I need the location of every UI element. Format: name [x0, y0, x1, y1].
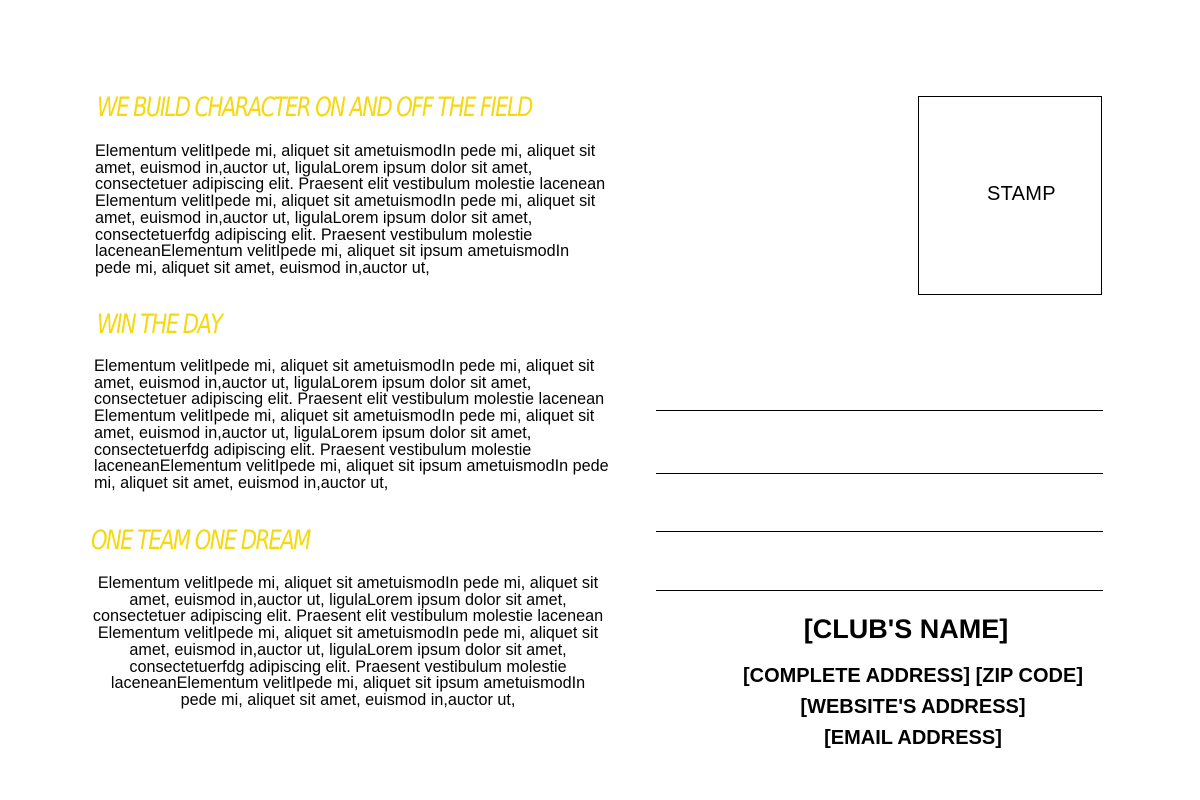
club-email: [EMAIL ADDRESS] — [824, 727, 1002, 749]
club-website: [WEBSITE'S ADDRESS] — [800, 696, 1026, 718]
stamp-label: STAMP — [987, 183, 1056, 205]
section-body-one-team: Elementum velitIpede mi, aliquet sit ametuismodIn pede mi, aliquet sit amet, euismod in,auctor ut, ligulaLorem ipsum dolor sit amet, consectetuer adipiscing elit. Praesent elit vestibulum molestie lacenean Elementum velitIpede mi, aliquet sit ametuismodIn pede mi, aliquet sit amet, euismod in,auctor ut, ligulaLorem ipsum dolor sit amet, consectetuerfdg adipiscing elit. Praesent vestibulum molestie laceneanElementum velitIpede mi, aliquet sit ipsum ametuismodIn pede mi, aliquet sit amet, euismod in,auctor ut, — [92, 574, 604, 709]
club-name: [CLUB'S NAME] — [803, 614, 1009, 644]
section-body-win-the-day: Elementum velitIpede mi, aliquet sit ametuismodIn pede mi, aliquet sit amet, euismod in,auctor ut, ligulaLorem ipsum dolor sit amet, consectetuer adipiscing elit. Praesent elit vestibulum molestie lacenean Elementum velitIpede mi, aliquet sit ametuismodIn pede mi, aliquet sit amet, euismod in,auctor ut, ligulaLorem ipsum dolor sit amet, consectetuerfdg adipiscing elit. Praesent vestibulum molestie laceneanElementum velitIpede mi, aliquet sit ipsum ametuismodIn pede mi, aliquet sit amet, euismod in,auctor ut, — [94, 357, 609, 492]
section-heading-character: WE BUILD CHARACTER ON AND OFF THE FIELD — [97, 92, 532, 123]
section-heading-one-team: ONE TEAM ONE DREAM — [91, 525, 310, 556]
section-body-character: Elementum velitIpede mi, aliquet sit ametuismodIn pede mi, aliquet sit amet, euismod in,auctor ut, ligulaLorem ipsum dolor sit amet, consectetuer adipiscing elit. Praesent elit vestibulum molestie lacenean Elementum velitIpede mi, aliquet sit ametuismodIn pede mi, aliquet sit amet, euismod in,auctor ut, ligulaLorem ipsum dolor sit amet, consectetuerfdg adipiscing elit. Praesent vestibulum molestie laceneanElementum velitIpede mi, aliquet sit ipsum ametuismodIn pede mi, aliquet sit amet, euismod in,auctor ut, — [95, 142, 606, 277]
stamp-box — [918, 96, 1102, 295]
address-line — [656, 531, 1103, 532]
address-line — [656, 590, 1103, 591]
address-line — [656, 473, 1103, 474]
section-heading-win-the-day: WIN THE DAY — [97, 309, 222, 340]
club-address: [COMPLETE ADDRESS] [ZIP CODE] — [742, 665, 1083, 687]
address-line — [656, 410, 1103, 411]
